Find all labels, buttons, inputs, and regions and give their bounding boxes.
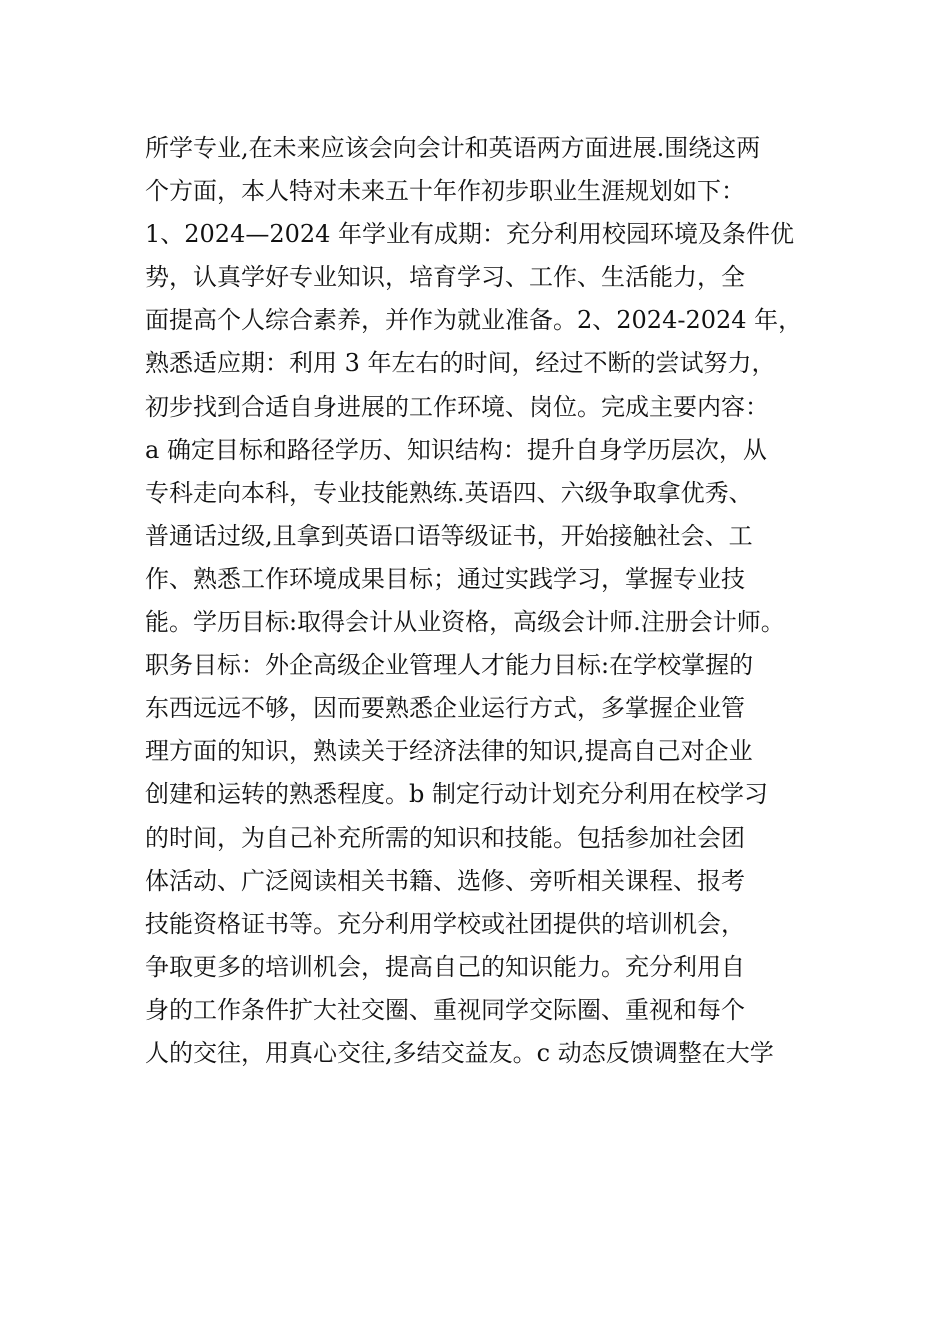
text-line: 面提高个人综合素养，并作为就业准备。2、2024-2024 年， [145,306,803,335]
text-line: 人的交往，用真心交往,多结交益友。c 动态反馈调整在大学 [145,1038,774,1067]
text-line: 身的工作条件扩大社交圈、重视同学交际圈、重视和每个 [145,995,745,1024]
text-line: 初步找到合适自身进展的工作环境、岗位。完成主要内容： [145,392,769,421]
body-text [145,127,825,1075]
text-line: 1、2024—2024 年学业有成期：充分利用校园环境及条件优 [145,220,795,249]
text-line: a 确定目标和路径学历、知识结构：提升自身学历层次，从 [145,435,767,464]
text-line: 理方面的知识，熟读关于经济法律的知识,提高自己对企业 [145,737,753,766]
text-line: 技能资格证书等。充分利用学校或社团提供的培训机会， [145,909,745,938]
text-line: 个方面，本人特对未来五十年作初步职业生涯规划如下： [145,177,745,206]
text-line: 的时间，为自己补充所需的知识和技能。包括参加社会团 [145,823,745,852]
text-line: 作、熟悉工作环境成果目标；通过实践学习，掌握专业技 [145,564,745,593]
text-line: 争取更多的培训机会，提高自己的知识能力。充分利用自 [145,952,745,981]
text-line: 熟悉适应期：利用 3 年左右的时间，经过不断的尝试努力， [145,349,776,378]
text-line: 普通话过级,且拿到英语口语等级证书，开始接触社会、工 [145,521,753,550]
text-line: 能。学历目标:取得会计从业资格，高级会计师.注册会计师。 [145,608,785,637]
text-line: 职务目标：外企高级企业管理人才能力目标:在学校掌握的 [145,651,754,680]
text-line: 所学专业,在未来应该会向会计和英语两方面进展.围绕这两 [145,134,761,162]
text-line: 创建和运转的熟悉程度。b 制定行动计划充分利用在校学习 [145,780,768,809]
text-line: 专科走向本科，专业技能熟练.英语四、六级争取拿优秀、 [145,478,753,507]
text-line: 体活动、广泛阅读相关书籍、选修、旁听相关课程、报考 [145,866,745,895]
text-line: 东西远远不够，因而要熟悉企业运行方式，多掌握企业管 [145,694,745,723]
text-line: 势，认真学好专业知识，培育学习、工作、生活能力，全 [145,263,745,292]
